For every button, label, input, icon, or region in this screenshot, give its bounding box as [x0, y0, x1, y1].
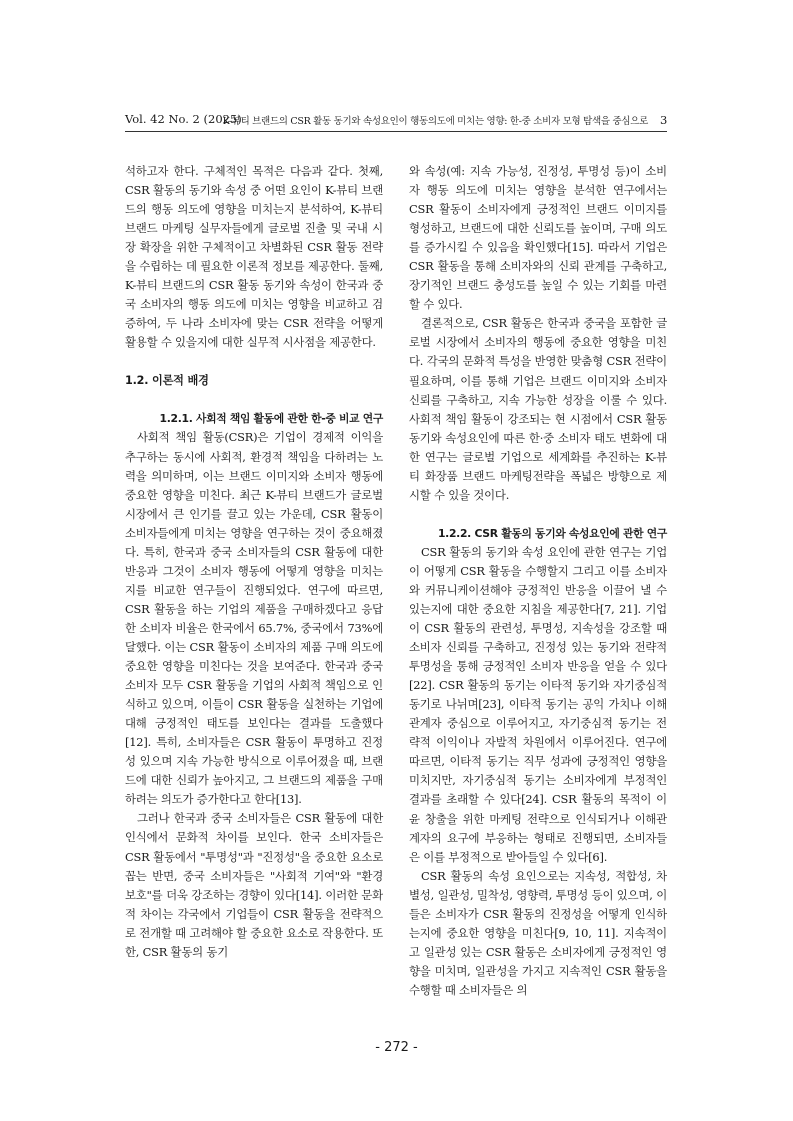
subsection-heading-2: 1.2.2. CSR 활동의 동기와 속성요인에 관한 연구 — [437, 526, 667, 540]
body-paragraph: 그러나 한국과 중국 소비자들은 CSR 활동에 대한 인식에서 문화적 차이를 보인다. 한국 소비자들은 CSR 활동에서 "투명성"과 "진정성"을 중요한 요소로 꼽는 반면, 중국 소비자들은 "사회적 기여"와 "환경 보호"를 더욱 강조하는 경향이 있다[14]. 이러한 문화적 차이는 각국에서 기업들이 CSR 활동을 전략적으로 전개할 때 고려해야 할 중요한 요소로 작용한다. 또한, CSR 활동의 동기 — [125, 811, 383, 959]
volume-info: Vol. 42 No. 2 (2025) — [125, 112, 242, 126]
running-header — [125, 109, 667, 132]
spacer — [125, 390, 383, 409]
section-heading: 1.2. 이론적 배경 — [125, 374, 209, 388]
body-paragraph: 사회적 책임 활동(CSR)은 기업이 경제적 이익을 추구하는 동시에 사회적, 환경적 책임을 다하려는 노력을 의미하며, 이는 브랜드 이미지와 소비자 행동에 중요한 영향을 미친다. 최근 K-뷰티 브랜드가 글로벌 시장에서 큰 인기를 끌고 있는 가운데, CSR 활동이 소비자들에게 미치는 영향을 연구하는 것이 중요해졌다. 특히, 한국과 중국 소비자들의 CSR 활동에 대한 반응과 그것이 소비자 행동에 어떻게 영향을 미치는지를 비교한 연구들이 진행되었다. 연구에 따르면, CSR 활동을 하는 기업의 제품을 구매하겠다고 응답한 소비자 비율은 한국에서 65.7%, 중국에서 73%에 달했다. 이는 CSR 활동이 소비자의 제품 구매 의도에 중요한 영향을 미친다는 것을 보여준다. 한국과 중국 소비자 모두 CSR 활동을 기업의 사회적 책임으로 인식하고 있으며, 이들이 CSR 활동을 실천하는 기업에 대해 긍정적인 태도를 보인다는 결과를 도출했다[12]. 특히, 소비자들은 CSR 활동이 투명하고 진정성 있으며 지속 가능한 방식으로 이루어졌을 때, 브랜드에 대한 신뢰가 높아지고, 그 브랜드의 제품을 구매하려는 의도가 증가한다고 한다[13]. — [125, 430, 383, 807]
intro-paragraph: 석하고자 한다. 구체적인 목적은 다음과 같다. 첫째, CSR 활동의 동기와 속성 중 어떤 요인이 K-뷰티 브랜드의 행동 의도에 영향을 미치는지 분석하여, K-뷰티 브랜드 마케팅 실무자들에게 글로벌 진출 및 국내 시장 확장을 위한 구체적이고 차별화된 CSR 활동 전략을 수립하는 데 필요한 이론적 정보를 제공한다. 둘째, K-뷰티 브랜드의 CSR 활동 동기와 속성이 한국과 중국 소비자의 행동 의도에 미치는 영향을 비교하고 검증하여, 두 나라 소비자에 맞는 CSR 전략을 어떻게 활용할 수 있을지에 대한 실무적 시사점을 제공한다. — [125, 164, 383, 350]
running-title-text: K-뷰티 브랜드의 CSR 활동 동기와 속성요인이 행동의도에 미치는 영향: 한-중 소비자 모형 탐색을 중심으로 — [222, 116, 648, 127]
header-page-number: 3 — [659, 113, 667, 127]
body-paragraph: 와 속성(예: 지속 가능성, 진정성, 투명성 등)이 소비자 행동 의도에 미치는 영향을 분석한 연구에서는 CSR 활동이 소비자에게 긍정적인 브랜드 이미지를 형성하고, 브랜드에 대한 신뢰도를 높이며, 구매 의도를 증가시킬 수 있음을 확인했다[15]. 따라서 기업은 CSR 활동을 통해 소비자와의 신뢰 관계를 구축하고, 장기적인 브랜드 충성도를 높일 수 있는 기회를 마련할 수 있다. — [409, 164, 667, 312]
body-paragraph: CSR 활동의 속성 요인으로는 지속성, 적합성, 차별성, 일관성, 밀착성, 영향력, 투명성 등이 있으며, 이들은 소비자가 CSR 활동의 진정성을 어떻게 인식하는지에 중요한 영향을 미친다[9, 10, 11]. 지속적이고 일관성 있는 CSR 활동은 소비자에게 긍정적인 영향을 미치며, 일관성을 가지고 지속적인 CSR 활동을 수행할 때 소비자들은 의 — [409, 868, 667, 997]
spacer — [125, 352, 383, 371]
right-column — [409, 162, 667, 1000]
body-paragraph: 결론적으로, CSR 활동은 한국과 중국을 포함한 글로벌 시장에서 소비자의 행동에 중요한 영향을 미친다. 각국의 문화적 특성을 반영한 맞춤형 CSR 전략이 필요하며, 이를 통해 기업은 브랜드 이미지와 소비자 신뢰를 구축하고, 지속 가능한 성장을 이룰 수 있다. 사회적 책임 활동이 강조되는 현 시점에서 CSR 활동 동기와 속성요인에 따른 한·중 소비자 태도 변화에 대한 연구는 글로벌 기업으로 세계화를 추진하는 K-뷰티 화장품 브랜드 마케팅전략을 폭넓은 방향으로 제시할 수 있을 것이다. — [409, 316, 667, 502]
spacer — [409, 505, 667, 524]
left-column — [125, 162, 383, 962]
body-paragraph: CSR 활동의 동기와 속성 요인에 관한 연구는 기업이 어떻게 CSR 활동을 수행할지 그리고 이를 소비자와 커뮤니케이션해야 긍정적인 반응을 이끌어 낼 수 있는지에 대한 중요한 지침을 제공한다[7, 21]. 기업이 CSR 활동의 관련성, 투명성, 지속성을 강조할 때 소비자 신뢰를 구축하고, 진정성 있는 동기와 전략적 투명성을 통해 긍정적인 소비자 반응을 얻을 수 있다[22]. CSR 활동의 동기는 이타적 동기와 자기중심적 동기로 나뉘며[23], 이타적 동기는 공익 가치나 이해관계자 중심으로 이루어지고, 자기중심적 동기는 전략적 이익이나 자발적 차원에서 이루어진다. 연구에 따르면, 이타적 동기는 직무 성과에 긍정적인 영향을 미치지만, 자기중심적 동기는 소비자에게 부정적인 결과를 초래할 수 있다[24]. CSR 활동의 목적이 이윤 창출을 위한 마케팅 전략으로 인식되거나 이해관계자의 요구에 부응하는 형태로 진행되면, 소비자들은 이를 부정적으로 받아들일 수 있다[6]. — [409, 544, 667, 864]
running-title — [223, 113, 667, 127]
page-footer: - 272 - — [375, 1040, 418, 1055]
subsection-heading-1: 1.2.1. 사회적 책임 활동에 관한 한-중 비교 연구 — [159, 412, 383, 426]
